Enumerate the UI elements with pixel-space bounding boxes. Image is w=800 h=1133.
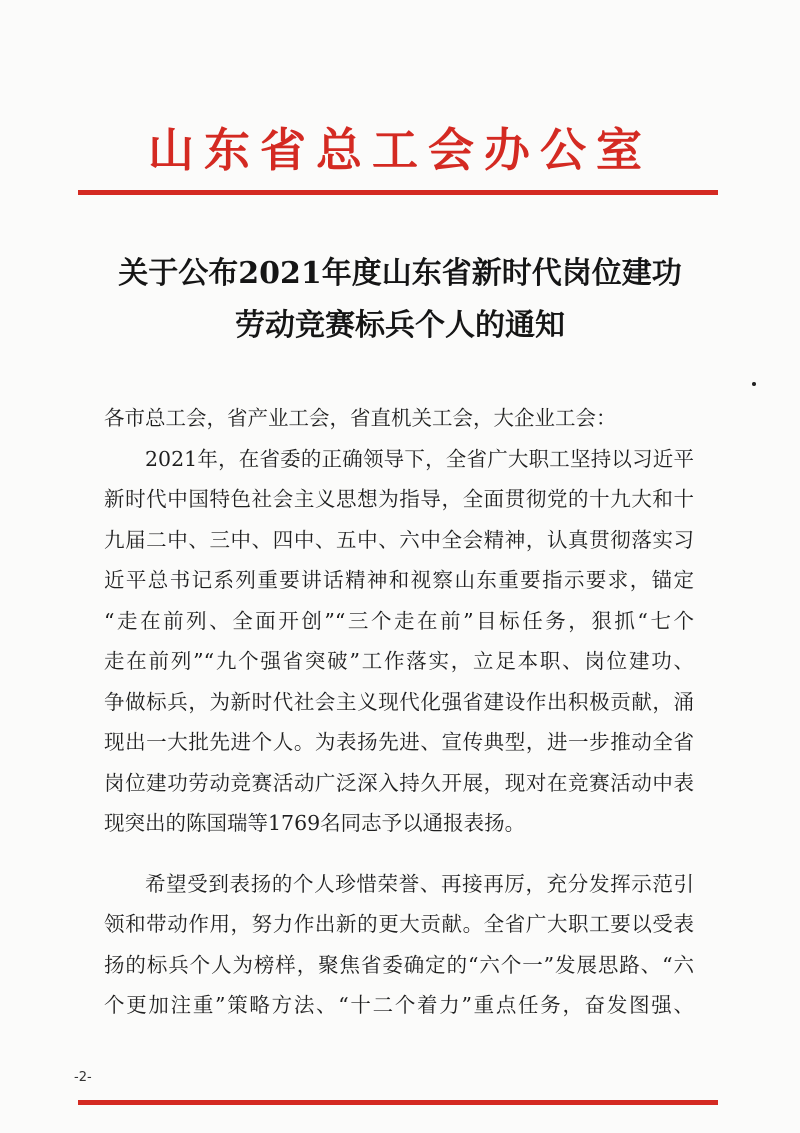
paragraph-line: 个更加注重”策略方法、“十二个着力”重点任务，奋发图强、 [104,993,694,1017]
paragraph-line: 近平总书记系列重要讲话精神和视察山东重要指示要求，锚定 [104,568,694,592]
paragraph-line: 扬的标兵个人为榜样，聚焦省委确定的“六个一”发展思路、“六 [104,952,694,977]
paragraph-2 [104,864,694,1026]
paragraph-line: 现突出的陈国瑞等1769名同志予以通报表扬。 [104,811,526,835]
notice-title-line-2: 劳动竞赛标兵个人的通知 [235,308,565,343]
page-number: -2- [74,1070,92,1085]
salutation: 各市总工会，省产业工会，省直机关工会，大企业工会： [104,406,617,430]
paragraph-line: 争做标兵，为新时代社会主义现代化强省建设作出积极贡献，涌 [104,689,694,714]
notice-title [0,248,800,352]
paragraph-line: 岗位建功劳动竞赛活动广泛深入持久开展，现对在竞赛活动中表 [104,770,694,795]
paragraph-line: 新时代中国特色社会主义思想为指导，全面贯彻党的十九大和十 [104,487,694,511]
header-red-rule [78,190,718,195]
notice-body [104,398,694,1026]
footer-red-rule [78,1100,718,1105]
paragraph-spacer [104,844,694,864]
paragraph-line: 九届二中、三中、四中、五中、六中全会精神，认真贯彻落实习 [104,527,694,552]
scan-speck [752,382,756,386]
paragraph-1 [104,439,694,844]
paragraph-line: 现出一大批先进个人。为表扬先进、宣传典型，进一步推动全省 [104,730,694,754]
issuing-office-title: 山东省总工会办公室 [148,123,652,177]
paragraph-line: 走在前列”“九个强省突破”工作落实，立足本职、岗位建功、 [104,649,694,673]
paragraph-line: 2021年，在省委的正确领导下，全省广大职工坚持以习近平 [145,446,694,471]
paragraph-line: 领和带动作用，努力作出新的更大贡献。全省广大职工要以受表 [104,912,694,936]
notice-title-line-1: 关于公布2021年度山东省新时代岗位建功 [118,256,682,291]
paragraph-line: “走在前列、全面开创”“三个走在前”目标任务，狠抓“七个 [104,608,694,633]
paragraph-line: 希望受到表扬的个人珍惜荣誉、再接再厉，充分发挥示范引 [145,871,694,896]
